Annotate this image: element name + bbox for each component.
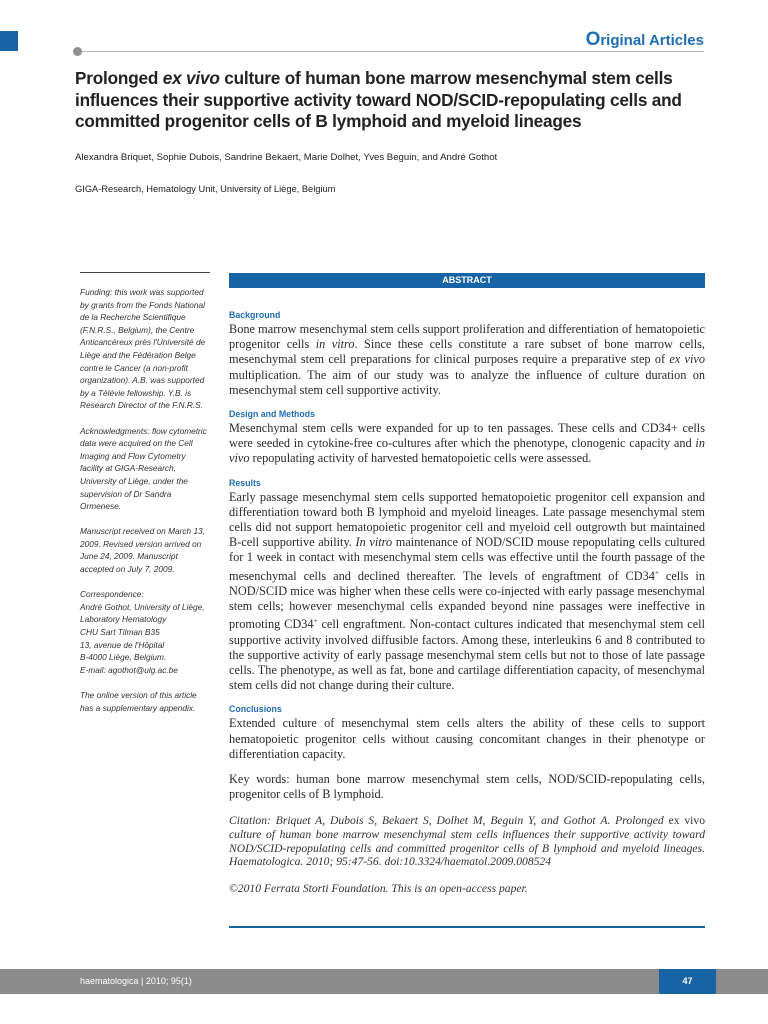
abstract-heading-bar: ABSTRACT: [229, 273, 705, 288]
page-number: 47: [659, 969, 716, 994]
abstract-bottom-rule: [229, 926, 705, 928]
authors: Alexandra Briquet, Sophie Dubois, Sandrine Bekaert, Marie Dolhet, Yves Beguin, and André Gothot: [75, 152, 498, 163]
results-heading: Results: [229, 477, 261, 488]
journal-info: haematologica | 2010; 95(1): [80, 976, 192, 986]
background-text: Bone marrow mesenchymal stem cells support proliferation and differentiation of hematopoietic progenitor cells in vitro. Since these cells constitute a rare subset of bone marrow cells, mesenchymal stem cell preparations for clinical purposes require a preparative step of ex vivo multiplication. The aim of our study was to analyze the influence of culture duration on mesenchymal stem cell supportive activity.: [229, 322, 705, 397]
copyright: ©2010 Ferrata Storti Foundation. This is an open-access paper.: [229, 881, 528, 895]
background-heading: Background: [229, 310, 281, 320]
conclusions-heading: Conclusions: [229, 704, 282, 715]
abstract-body: [229, 309, 705, 895]
methods-heading: Design and Methods: [229, 409, 316, 420]
sidebar-notes: [80, 272, 210, 727]
section-initial: O: [585, 29, 601, 50]
manuscript-dates: Manuscript received on March 13, 2009. Revised version arrived on June 24, 2009. Manuscript accepted on July 7, 2009.: [80, 526, 205, 575]
corner-mark: [0, 31, 18, 51]
top-rule: [78, 51, 704, 52]
online-version-note: The online version of this article has a supplementary appendix.: [80, 690, 197, 713]
top-rule-dot: [73, 47, 82, 56]
article-title: Prolonged ex vivo culture of human bone marrow mesenchymal stem cells influences their supportive activity toward NOD/SCID-repopulating cells and committed progenitor cells of B lymphoid and myeloid lineages: [75, 68, 682, 131]
correspondence: Correspondence: André Gothot, University of Liège, Laboratory Hematology CHU Sart Tilman B35 13, avenue de l'Hôpital B-4000 Liège, Belgium. E-mail: agothot@ulg.ac.be: [80, 589, 205, 675]
section-rest: riginal Articles: [600, 32, 704, 49]
results-text: Early passage mesenchymal stem cells supported hematopoietic progenitor cell expansion and differentiation toward both B lymphoid and myeloid lineages. Late passage mesenchymal stem cells did not support hematopoietic progenitor cell and myeloid cell outgrowth but maintained B-cell supportive ability. In vitro maintenance of NOD/SCID mouse repopulating cells cultured for 1 week in contact with mesenchymal stem cells was effective until the fourth passage of the mesenchymal cells and declined thereafter. The levels of engraftment of CD34+ cells in NOD/SCID mice was higher when these cells were co-injected with early passage mesenchymal stem cells; however mesenchymal cells expanded beyond nine passages were ineffective in promoting CD34+ cell engraftment. Non-contact cultures indicated that mesenchymal stem cell supportive activity involved diffusible factors. Among these, interleukins 6 and 8 contributed to the supportive activity of early passage mesenchymal stem cells but not to those of late passage cells. The phenotype, as well as fat, bone and cartilage differentiation capacity, of mesenchymal stem cells did not change during their culture.: [229, 489, 705, 693]
conclusions-text: Extended culture of mesenchymal stem cells alters the ability of these cells to support hematopoietic progenitor cells without causing concomitant changes in their phenotype or differentiation capacity.: [229, 716, 705, 761]
email-link[interactable]: E-mail: agothot@ulg.ac.be: [80, 664, 178, 675]
acknowledgments-note: Acknowledgments: flow cytometric data were acquired on the Cell Imaging and Flow Cytometry facility at GIGA-Research, University of Liège, under the supervision of Dr Sandra Ormenese.: [80, 425, 207, 512]
funding-note: Funding: this work was supported by grants from the Fonds National de la Recherche Scientifique (F.N.R.S., Belgium), the Centre Anticancéreux près l'Université de Liège and the Fédération Belge contre le Cancer (a non-profit organization). A.B. was supported by a Télévie fellowship. Y.B. is Research Director of the F.N.R.S.: [80, 287, 206, 411]
section-label: [586, 29, 704, 51]
keywords: Key words: human bone marrow mesenchymal stem cells, NOD/SCID-repopulating cells, progenitor cells of B lymphoid.: [229, 772, 705, 802]
affiliation: GIGA-Research, Hematology Unit, University of Liège, Belgium: [75, 184, 336, 194]
page-footer: [0, 969, 768, 994]
methods-text: Mesenchymal stem cells were expanded for up to ten passages. These cells and CD34+ cells were seeded in cytokine-free co-cultures after which the phenotype, clonogenic capacity and in vivo repopulating activity of harvested hematopoietic cells were assessed.: [229, 421, 705, 466]
citation: Citation: Briquet A, Dubois S, Bekaert S, Dolhet M, Beguin Y, and Gothot A. Prolonged ex vivo culture of human bone marrow mesenchymal stem cells influences their supportive activity toward NOD/SCID-repopulating cells and committed progenitor cells of B lymphoid and myeloid lineages. Haematologica. 2010; 95:47-56. doi:10.3324/haematol.2009.008524: [229, 814, 705, 869]
